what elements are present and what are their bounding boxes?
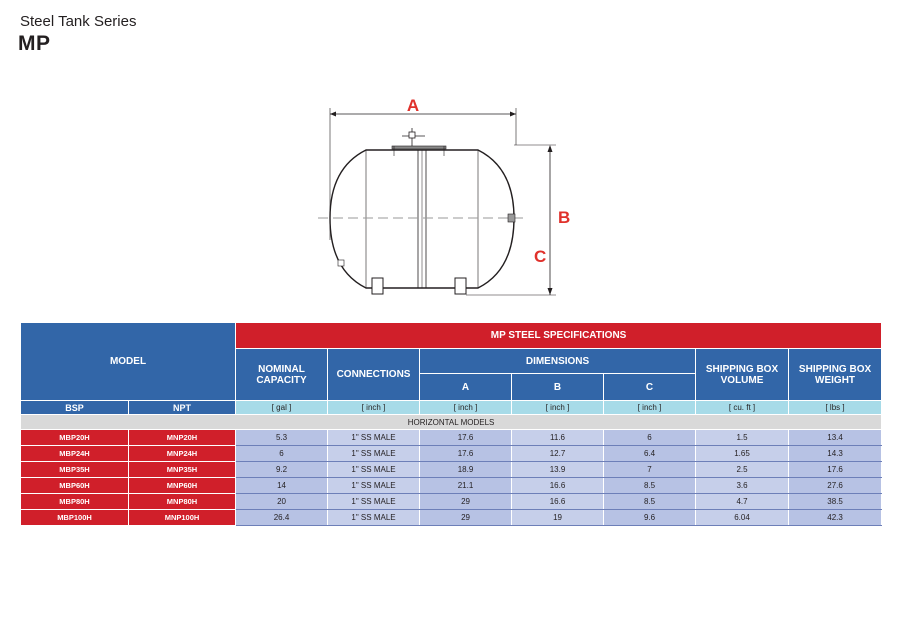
weight-cell: 38.5: [789, 494, 882, 510]
bsp-model: MBP60H: [21, 478, 129, 494]
bsp-model: MBP35H: [21, 462, 129, 478]
dimension-c-cell: 6: [604, 430, 696, 446]
dimension-a-unit: [ inch ]: [420, 401, 512, 415]
dimension-b-header: B: [512, 374, 604, 401]
group-label: HORIZONTAL MODELS: [21, 415, 882, 430]
dimension-c-cell: 8.5: [604, 494, 696, 510]
volume-unit: [ cu. ft ]: [696, 401, 789, 415]
specifications-title: MP STEEL SPECIFICATIONS: [236, 323, 882, 349]
connections-unit: [ inch ]: [328, 401, 420, 415]
dimension-b-cell: 12.7: [512, 446, 604, 462]
dimension-c-cell: 7: [604, 462, 696, 478]
table-row: [21, 510, 882, 526]
series-title: Steel Tank Series: [20, 13, 137, 30]
connections-header: CONNECTIONS: [328, 349, 420, 401]
volume-cell: 2.5: [696, 462, 789, 478]
npt-model: MNP80H: [129, 494, 236, 510]
connections-cell: 1" SS MALE: [328, 430, 420, 446]
capacity-cell: 14: [236, 478, 328, 494]
dimension-a-cell: 21.1: [420, 478, 512, 494]
dimension-b-cell: 13.9: [512, 462, 604, 478]
volume-cell: 4.7: [696, 494, 789, 510]
capacity-cell: 6: [236, 446, 328, 462]
weight-cell: 14.3: [789, 446, 882, 462]
specifications-table: [20, 322, 882, 526]
dimension-b-cell: 16.6: [512, 478, 604, 494]
capacity-cell: 9.2: [236, 462, 328, 478]
model-header: MODEL: [21, 323, 236, 401]
npt-model: MNP100H: [129, 510, 236, 526]
capacity-cell: 20: [236, 494, 328, 510]
connections-cell: 1" SS MALE: [328, 446, 420, 462]
npt-model: MNP35H: [129, 462, 236, 478]
dimension-b-unit: [ inch ]: [512, 401, 604, 415]
weight-cell: 17.6: [789, 462, 882, 478]
volume-cell: 3.6: [696, 478, 789, 494]
capacity-cell: 5.3: [236, 430, 328, 446]
tank-diagram: [300, 90, 600, 305]
capacity-cell: 26.4: [236, 510, 328, 526]
dimension-c-header: C: [604, 374, 696, 401]
weight-cell: 42.3: [789, 510, 882, 526]
npt-header: NPT: [129, 401, 236, 415]
bsp-model: MBP24H: [21, 446, 129, 462]
table-row: [21, 462, 882, 478]
connections-cell: 1" SS MALE: [328, 494, 420, 510]
dimension-b-cell: 11.6: [512, 430, 604, 446]
bsp-model: MBP20H: [21, 430, 129, 446]
table-row: [21, 478, 882, 494]
npt-model: MNP20H: [129, 430, 236, 446]
model-title: MP: [18, 32, 51, 55]
dimension-a-header: A: [420, 374, 512, 401]
dimension-c-cell: 6.4: [604, 446, 696, 462]
connections-cell: 1" SS MALE: [328, 510, 420, 526]
dimension-c-label: C: [534, 247, 547, 266]
volume-cell: 1.65: [696, 446, 789, 462]
table-row: [21, 430, 882, 446]
weight-unit: [ lbs ]: [789, 401, 882, 415]
table-row: [21, 446, 882, 462]
dimension-b-cell: 19: [512, 510, 604, 526]
dimension-a-label: A: [406, 96, 420, 115]
bsp-header: BSP: [21, 401, 129, 415]
npt-model: MNP60H: [129, 478, 236, 494]
volume-cell: 1.5: [696, 430, 789, 446]
dimension-b-cell: 16.6: [512, 494, 604, 510]
dimension-a-cell: 17.6: [420, 430, 512, 446]
npt-model: MNP24H: [129, 446, 236, 462]
dimension-a-cell: 17.6: [420, 446, 512, 462]
connections-cell: 1" SS MALE: [328, 462, 420, 478]
dimension-c-cell: 8.5: [604, 478, 696, 494]
weight-cell: 13.4: [789, 430, 882, 446]
dimension-b-label: B: [558, 208, 571, 227]
capacity-unit: [ gal ]: [236, 401, 328, 415]
connections-cell: 1" SS MALE: [328, 478, 420, 494]
bsp-model: MBP80H: [21, 494, 129, 510]
dimension-a-cell: 29: [420, 510, 512, 526]
dimension-a-cell: 18.9: [420, 462, 512, 478]
dimensions-header: DIMENSIONS: [420, 349, 696, 374]
volume-cell: 6.04: [696, 510, 789, 526]
shipping-weight-header: SHIPPING BOX WEIGHT: [789, 349, 882, 401]
dimension-c-cell: 9.6: [604, 510, 696, 526]
shipping-volume-header: SHIPPING BOX VOLUME: [696, 349, 789, 401]
table-row: [21, 494, 882, 510]
bsp-model: MBP100H: [21, 510, 129, 526]
nominal-capacity-header: NOMINAL CAPACITY: [236, 349, 328, 401]
dimension-c-unit: [ inch ]: [604, 401, 696, 415]
dimension-a-cell: 29: [420, 494, 512, 510]
weight-cell: 27.6: [789, 478, 882, 494]
